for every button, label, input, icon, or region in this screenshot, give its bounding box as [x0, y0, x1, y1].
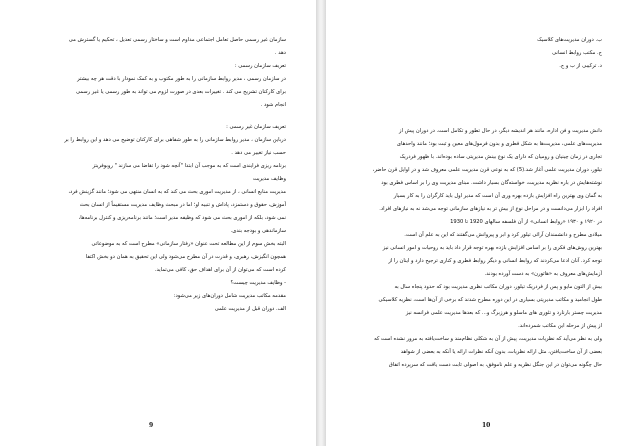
text-line: آزمایش‌های معروف به «هاثورن» به دست آورده بودند. — [484, 271, 602, 277]
text-line: تیلور، دوران مدیریت علمی آغاز شد.(5) که به نوعی قرن مدیریت علمی معروف شد و در اوایل قرن حاضر، — [372, 167, 602, 173]
right-page — [326, 0, 640, 446]
page-number-right: 10 — [482, 422, 491, 429]
text-line: بیش از التون مایو و پس از فردریک تیلور، دوران مکاتب نظری مدیریت بود که حدود پنجاه سال به — [394, 284, 602, 290]
section-heading: تعریف سازمان رسمی : — [234, 63, 286, 69]
book-gutter — [316, 0, 326, 446]
text-line: درباین سازمان ، مدیر روابط سازمانی را به طور شفاهی برای کارکنان توضیح می دهد و این روابط را بر — [64, 137, 286, 143]
text-line: نمی شود، بلکه از اموری بحث می شود که وظیفه مدیر است؛ مانند برنامه‌ریزی و کنترل برنامه‌ها، — [78, 215, 286, 221]
list-item: ب. دوران مدیریت‌های کلاسیک — [537, 37, 602, 43]
text-line: بهترین روش‌های فکری را بر اساس افزایش بازده بهره توجه قرار داد باید به روحیات و امور انسانی نیز — [382, 245, 602, 251]
text-line: آموزش، حقوق و دستمزد، پاداش و تنبیه او؛ اما در مبحث وظایف مدیریت مستقیماً از انسان بحث — [79, 202, 286, 208]
text-line: برای کارکنان تشریح می کند . تغییرات بعدی در صورت لزوم می تواند به طور رسمی یا غیر رسمی — [75, 89, 286, 95]
text-line: نوشته‌هایش در باره نظریه مدیریت، خواسته‌گان بسیار داشت. مبنای مدیریت وی را بر اساس فطری بود — [381, 180, 602, 186]
text-line: انجام شود . — [260, 102, 286, 108]
text-line: دانش مدیریت و فن اداره، مانند هر اندیشه دیگر، در حال تطور و تکامل است. در دوران پیش از — [398, 128, 602, 134]
section-heading: وظایف مدیریت — [252, 176, 286, 182]
text-line: حال چگونه می‌توان در این جنگل نظریه و علم ناموفق، به اصولی ثابت دست یافت که سرپرده اتفاق — [388, 362, 602, 368]
left-page — [0, 0, 316, 446]
text-line: طول انجامید و مکاتب مدیریتی بسیاری در این دوره مطرح شدند که برخی از آن‌ها است، نظریه کلاسیکی — [378, 297, 602, 303]
text-line: همچون انگیزش، رهبری، و قدرت در آن مطرح می‌شود ولی این تحقیق به همان دو بخش اکتفا — [85, 254, 286, 260]
text-line: سازمان غیر رسمی حاصل تعامل اجتماعی مداوم است و ساختار رسمی تعدیل ، تحکیم یا گسترش می — [68, 37, 286, 43]
text-line: مقدمه مکاتب مدیریت شامل دوران‌های زیر می‌شود: — [173, 293, 286, 299]
text-line: برنامه ریزی فرایندی است که به موجب آن ابتدا "آنچه شود را تقاضا می سازند " روبوفریتز — [92, 163, 286, 169]
text-line: سازماندهی و بودجه بندی. — [230, 228, 286, 234]
text-line: حسب نیاز تغییر می دهد . — [231, 150, 286, 156]
text-line: مدیریت‌های علمی، مدیریت‌ها به شکل فطری و بدون فرمول‌های معین و ثبت بود؛ مانند واحدهای — [396, 141, 602, 147]
text-line: دهد . — [274, 50, 286, 56]
text-line: مدیریت چستر بارنارد و تئوری های ماسلو و هرزبرگ و... که بعدها مدیریت علمی فرانسه نیز — [405, 310, 602, 316]
list-item: د. ترکیبی از ب و ج. — [559, 63, 602, 69]
text-line: افراد را ابزار می‌دانست و در مراحل نوع از بیش تر به نیازهای سازمانی توجه می‌شد نه به نیازهای افراد. — [379, 206, 602, 212]
text-line: الف. دوران قبل از مدیریت علمی — [214, 306, 286, 312]
text-line: ولی به نظر می‌آید که نظریات مدیریت، پیش از آن به شکلی نظام‌مند و ساخت‌یافته به مرور نشده است که — [374, 336, 602, 342]
section-heading: تعریف سازمان غیر رسمی : — [226, 124, 286, 130]
text-line: در ۱۹۲۰ و ۱۹۳۰ «روابط انسانی» از آن فلسفه سالهای 1920 تا 1930 — [450, 219, 602, 225]
text-line: از پیش از مرحله این مکاتب شمرده‌اند. — [518, 323, 602, 329]
text-line: مدیریت منابع انسانی ، از مدیریت اموری بحث می کند که به انسان منتهی می شود؛ مانند گزینش فرد، — [68, 189, 286, 195]
paragraph-gap — [46, 112, 286, 121]
paragraph-gap — [368, 73, 602, 125]
page-number-left: 9 — [149, 422, 154, 429]
text-line: به گمان وی بهترین راه افزایش بازده بهره وری آن است که مدیر اول باید کارگران را به کار بسیار — [393, 193, 602, 199]
text-line: تجاری در زمان چینیان و رومیان که دارای یک نوع بینش مدیریتی ساده بوده‌اند. با ظهور فردریک — [399, 154, 602, 160]
text-line: البته بخش سوم از این مطالعه تحت عنوان «رفتار سازمانی» مطرح است که به موضوعاتی — [91, 241, 286, 247]
text-line: توجه کرد. آنان ادعا می‌کردند که روابط انسانی و دیگر روابط فطری و کناری ترجیح دارد و اینان را از — [388, 258, 602, 264]
text-line: در سازمان رسمی ، مدیر روابط سازمانی را به طور مکتوب و به کمک نمودار با دقت هر چه بیشتر — [77, 76, 286, 82]
text-line: - وظایف مدیریت چیست؟ — [230, 280, 286, 286]
text-line: میلادی مطرح و دانشمندان آرائی تیلور کرد و ابر و پیروانش می‌گفتند که این به علم آن است. — [404, 232, 602, 238]
list-item: ج. مکتب روابط انسانی — [552, 50, 602, 56]
text-line: بعضی از آن ساخت‌یافتن، مثل ارائه نظریات، بدون آنکه نظرات ارائه یا آنکه به بعضی از شواهد — [400, 349, 602, 355]
text-line: کرده است که می‌توان از آن برای اهداف حق، کافی می‌تماید. — [154, 267, 286, 273]
